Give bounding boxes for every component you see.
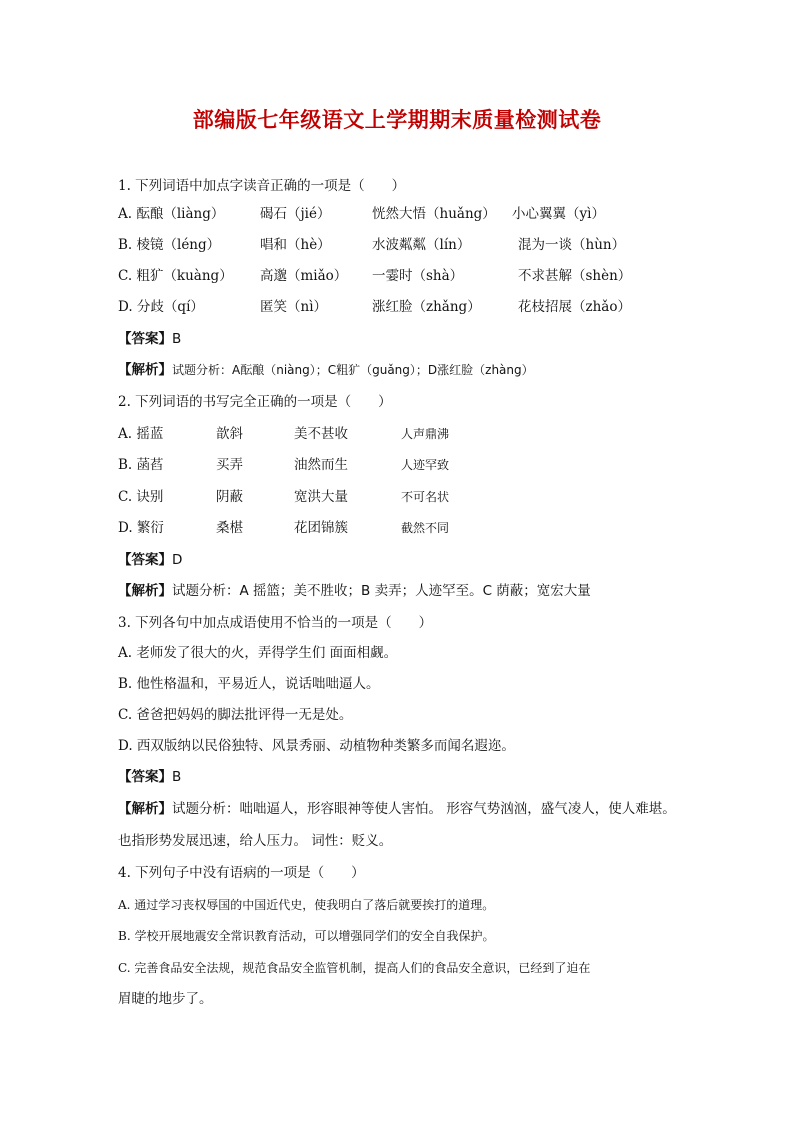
analysis-text: 试题分析：A 摇篮；美不胜收；B 卖弄；人迹罕至。C 荫蔽；宽宏大量 (172, 583, 591, 599)
question-1-analysis (118, 361, 534, 379)
analysis-label: 【解析】 (118, 801, 172, 817)
option-word: A. 酝酿（liàng） (118, 206, 225, 222)
option-word: D. 分歧（qí） (118, 299, 204, 315)
question-4-option-c-continued: 眉睫的地步了。 (118, 991, 213, 1007)
option-word: 一霎时（shà） (372, 268, 464, 284)
option-word: 涨红脸（zhǎng） (372, 299, 481, 315)
option-word: 油然而生 (294, 457, 348, 473)
option-word: 小心翼翼（yì） (512, 206, 605, 222)
option-word: 高邈（miǎo） (260, 268, 348, 284)
answer-label: 【答案】 (118, 552, 172, 568)
option-word: 碣石（jié） (260, 206, 331, 222)
option-word: 截然不同 (401, 521, 450, 535)
option-word: 不可名状 (401, 490, 450, 504)
question-2-stem: 2. 下列词语的书写完全正确的一项是（ ） (118, 394, 392, 410)
option-word: 唱和（hè） (260, 237, 331, 253)
option-word: 阴蔽 (216, 489, 243, 505)
option-word: 混为一谈（hùn） (518, 237, 626, 253)
question-2-analysis (118, 582, 591, 600)
question-4-option-b: B. 学校开展地震安全常识教育活动，可以增强同学们的安全自我保护。 (118, 929, 495, 943)
option-word: 恍然大悟（huǎng） (372, 206, 496, 222)
option-word: B. 菡萏 (118, 457, 164, 473)
option-word: 花团锦簇 (294, 520, 348, 536)
option-word: D. 繁衍 (118, 520, 164, 536)
option-word: 买弄 (216, 457, 243, 473)
question-2-answer (118, 551, 182, 569)
page-title: 部编版七年级语文上学期期末质量检测试卷 (192, 107, 602, 132)
analysis-text: 试题分析：咄咄逼人，形容眼神等使人害怕。 形容气势汹汹，盛气凌人，使人难堪。也指形势发展迅速，给人压力。 词性：贬义。 (118, 801, 676, 849)
question-3-option-b: B. 他性格温和，平易近人，说话咄咄逼人。 (118, 676, 380, 692)
question-4-stem: 4. 下列句子中没有语病的一项是（ ） (118, 865, 365, 881)
answer-value: D (172, 552, 183, 568)
analysis-label: 【解析】 (118, 583, 172, 599)
option-word: 匿笑（nì） (260, 299, 328, 315)
question-4-option-c: C. 完善食品安全法规，规范食品安全监管机制，提高人们的食品安全意识，已经到了迫在 (118, 961, 591, 975)
question-3-option-c: C. 爸爸把妈妈的脚法批评得一无是处。 (118, 707, 353, 723)
option-word: 人迹罕致 (401, 458, 450, 472)
option-word: C. 诀别 (118, 489, 164, 505)
question-1-answer (118, 330, 181, 348)
option-word: 歆斜 (216, 426, 243, 442)
option-word: 美不甚收 (294, 426, 348, 442)
option-word: 桑椹 (216, 520, 243, 536)
question-3-stem: 3. 下列各句中加点成语使用不恰当的一项是（ ） (118, 615, 433, 631)
question-4-option-a: A. 通过学习丧权辱国的中国近代史，使我明白了落后就要挨打的道理。 (118, 898, 495, 912)
question-3-answer (118, 768, 181, 786)
option-word: 花枝招展（zhǎo） (518, 299, 631, 315)
option-word: 水波粼粼（lín） (372, 237, 471, 253)
analysis-text: 试题分析：A酝酿（niàng）；C粗犷（guǎng）；D涨红脸（zhàng） (172, 363, 534, 377)
answer-label: 【答案】 (118, 331, 172, 347)
option-word: C. 粗犷（kuàng） (118, 268, 233, 284)
question-3-analysis (118, 793, 688, 857)
question-3-option-d: D. 西双版纳以民俗独特、风景秀丽、动植物种类繁多而闻名遐迩。 (118, 738, 515, 754)
analysis-label: 【解析】 (118, 362, 172, 378)
answer-label: 【答案】 (118, 769, 172, 785)
option-word: B. 棱镜（léng） (118, 237, 221, 253)
option-word: 宽洪大量 (294, 489, 348, 505)
answer-value: B (172, 331, 182, 347)
option-word: A. 摇蓝 (118, 426, 164, 442)
answer-value: B (172, 769, 182, 785)
option-word: 人声鼎沸 (401, 427, 450, 441)
question-1-stem: 1. 下列词语中加点字读音正确的一项是（ ） (118, 178, 406, 194)
option-word: 不求甚解（shèn） (518, 268, 632, 284)
question-3-option-a: A. 老师发了很大的火，弄得学生们 面面相觑。 (118, 645, 398, 661)
